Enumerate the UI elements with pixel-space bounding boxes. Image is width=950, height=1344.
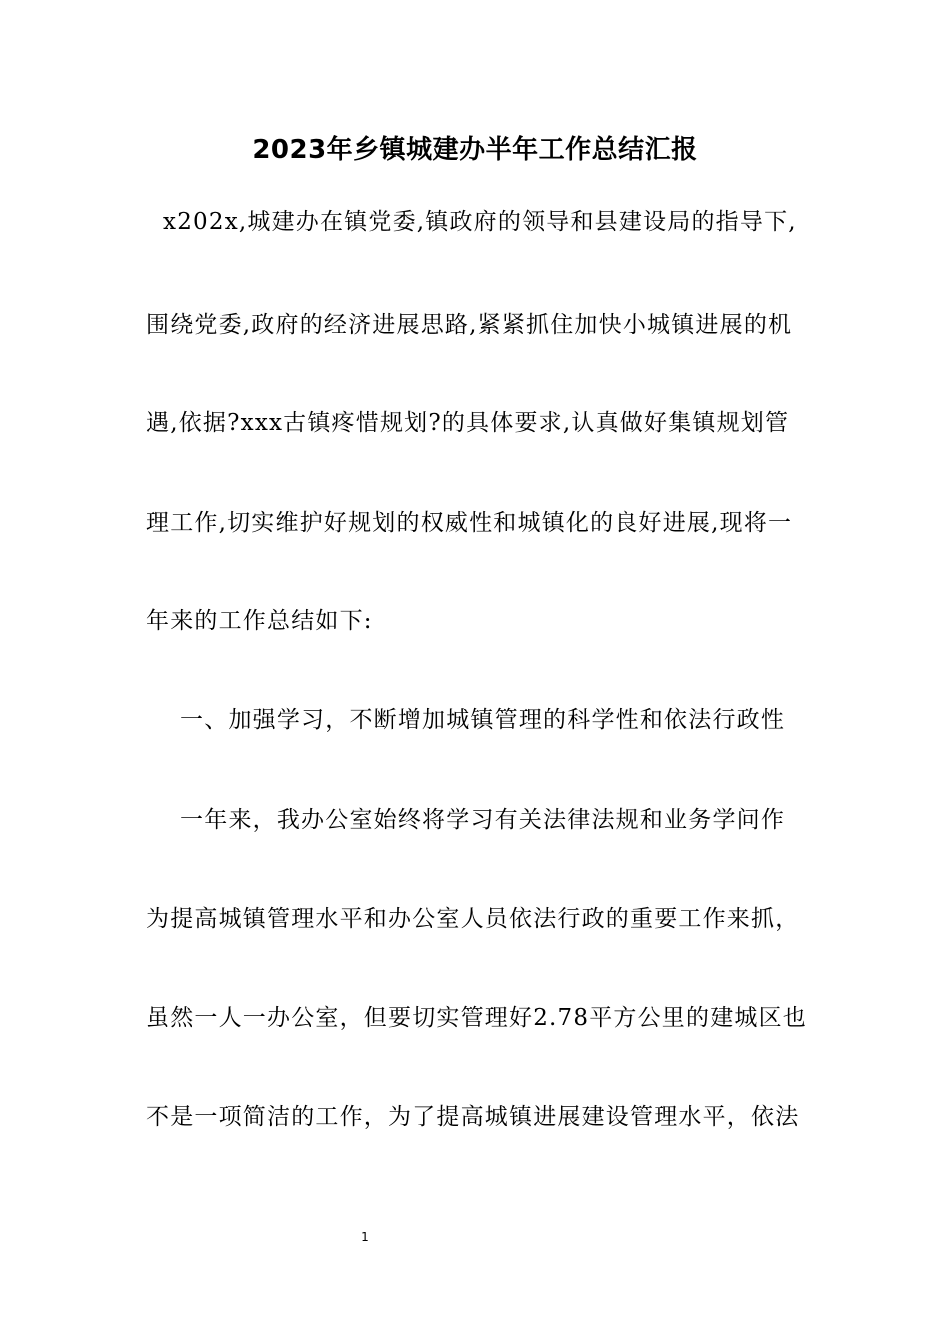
page-number: 1 bbox=[361, 1230, 369, 1244]
paragraph-line: 理工作,切实维护好规划的权威性和城镇化的良好进展,现将一 bbox=[146, 510, 793, 536]
paragraph-line: 虽然一人一办公室，但要切实管理好2.78平方公里的建城区也 bbox=[146, 1005, 808, 1031]
section-heading: 一、加强学习，不断增加城镇管理的科学性和依法行政性 bbox=[146, 707, 786, 733]
paragraph-line: 不是一项简洁的工作，为了提高城镇进展建设管理水平，依法 bbox=[146, 1104, 800, 1130]
paragraph-line: 年来的工作总结如下: bbox=[146, 608, 373, 634]
paragraph-line: x202x,城建办在镇党委,镇政府的领导和县建设局的指导下, bbox=[146, 209, 797, 235]
paragraph-line: 一年来，我办公室始终将学习有关法律法规和业务学问作 bbox=[146, 807, 786, 833]
paragraph-line: 为提高城镇管理水平和办公室人员依法行政的重要工作来抓， bbox=[146, 906, 800, 932]
paragraph-line: 遇,依据?xxx古镇疼惜规划?的具体要求,认真做好集镇规划管 bbox=[146, 410, 790, 436]
paragraph-line: 围绕党委,政府的经济进展思路,紧紧抓住加快小城镇进展的机 bbox=[146, 312, 793, 338]
document-title: 2023年乡镇城建办半年工作总结汇报 bbox=[252, 135, 698, 165]
